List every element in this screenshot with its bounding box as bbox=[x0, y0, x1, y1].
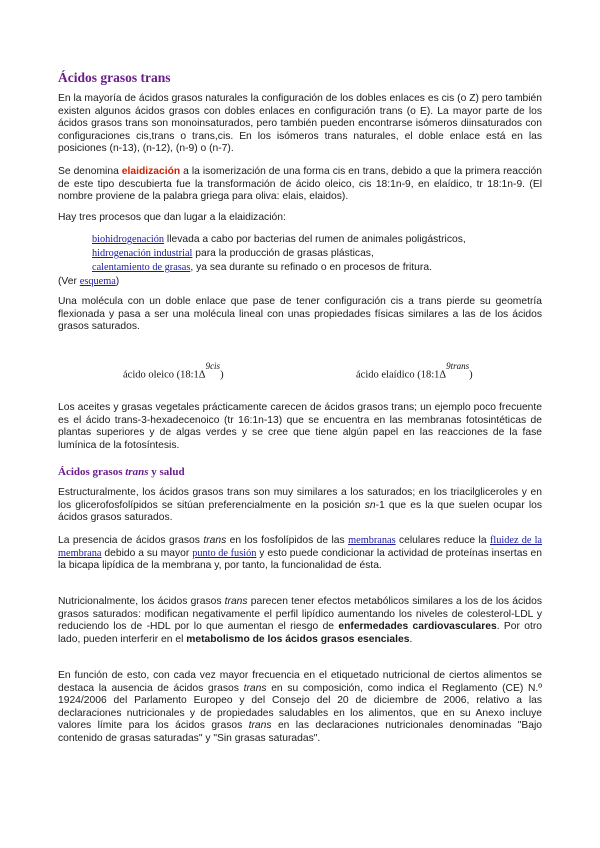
membranes-link[interactable]: membranas bbox=[348, 535, 396, 546]
membrane-fluidity-link[interactable]: fluidez de la membrana bbox=[58, 535, 542, 559]
paragraph-processes-intro: Hay tres procesos que dan lugar a la elaidización: bbox=[58, 212, 286, 223]
paragraph-nutrition: Nutricionalmente, los ácidos grasos trans parecen tener efectos metabólicos similares a los de los ácidos grasos saturados: modifican negativamente el perfil lipídico aumentando los niveles de colesterol-LDL y reduciendo los de -HDL por lo que aumentan el riesgo de enfermedades cardiovasculares. Por otro lado, pueden interferir en el metabolismo de los ácidos grasos esenciales. bbox=[58, 596, 542, 645]
paragraph-labeling: En función de esto, con cada vez mayor frecuencia en el etiquetado nutricional de ciertos alimentos se destaca la ausencia de ácidos grasos trans en su composición, como indica el Reglamento (CE) N.º 1924/2006 del Parlamento Europeo y del Consejo del 20 de diciembre de 2006, relativo a las declaraciones nutricionales y de propiedades saludables en los alimentos, que en su Anexo incluye valores límite para los ácidos grasos trans en las declaraciones nutricionales denominadas "Bajo contenido de grasas saturadas" y "Sin grasas saturadas". bbox=[58, 670, 542, 744]
see-scheme: (Ver esquema) bbox=[58, 276, 120, 287]
scheme-link[interactable]: esquema bbox=[79, 276, 116, 287]
processes-list bbox=[92, 234, 542, 276]
list-item: hidrogenación industrial para la producción de grasas plásticas, bbox=[92, 248, 374, 259]
biohydrogenation-link[interactable]: biohidrogenación bbox=[92, 234, 165, 245]
melting-point-link[interactable]: punto de fusión bbox=[192, 547, 257, 559]
elaidization-term: elaidización bbox=[121, 166, 181, 177]
paragraph-intro: En la mayoría de ácidos grasos naturales la configuración de los dobles enlaces es cis (o Z) pero también existen algunos ácidos grasos con dobles enlaces en configuración trans (o E). La mayor parte de los ácidos grasos trans son monoinsaturados, pero también pueden encontrarse isómeros diinsaturados con configuraciones cis,trans o trans,cis. En los isómeros trans naturales, el doble enlace está en las posiciones (n-13), (n-12), (n-9) o (n-7). bbox=[58, 93, 542, 155]
paragraph-geometry: Una molécula con un doble enlace que pase de tener configuración cis a trans pierde su geometría flexionada y pasa a ser una molécula lineal con unas propiedades físicas similares a las de los ácidos grasos saturados. bbox=[58, 296, 542, 333]
section-heading-health: Ácidos grasos trans y salud bbox=[58, 466, 185, 478]
list-item: calentamiento de grasas, ya sea durante su refinado o en procesos de fritura. bbox=[92, 262, 432, 273]
page-title: Ácidos grasos trans bbox=[58, 70, 171, 85]
formula-elaidic: ácido elaídico $(18:1\Delta^{9trans})$ bbox=[356, 361, 473, 381]
paragraph-elaidization: Se denomina elaidización a la isomerización de una forma cis en trans, debido a que la primera reacción de este tipo descubierta fue la transformación de ácido oleico, cis 18:1n-9, en elaídico, tr 18:1n-9. (El nombre proviene de la palabra griega para oliva: elais, elaidos). bbox=[58, 166, 543, 203]
paragraph-structure: Estructuralmente, los ácidos grasos trans son muy similares a los saturados; en los triacilgliceroles y en los glicerofosfolípidos se sitúan preferencialmente en la posición sn-1 que es la que suelen ocupar los ácidos grasos saturados. bbox=[58, 487, 542, 524]
paragraph-vegetable-oils: Los aceites y grasas vegetales prácticamente carecen de ácidos grasos trans; un ejemplo poco frecuente es el ácido trans-3-hexadecenoico (tr 16:1n-13) que se encuentra en las membranas fotosintéticas de plantas superiores y de algas verdes y se cree que tiene algún papel en las reacciones de la fase lumínica de la fotosíntesis. bbox=[58, 402, 542, 451]
fat-heating-link[interactable]: calentamiento de grasas bbox=[92, 262, 191, 273]
list-item: biohidrogenación llevada a cabo por bacterias del rumen de animales poligástricos, bbox=[92, 234, 466, 245]
industrial-hydrogenation-link[interactable]: hidrogenación industrial bbox=[92, 248, 193, 259]
formula-oleic: ácido oleico $(18:1\Delta^{9cis})$ bbox=[123, 361, 224, 381]
paragraph-membranes: La presencia de ácidos grasos trans en los fosfolípidos de las membranas celulares reduce la fluidez de la membrana debido a su mayor punto de fusión y esto puede condicionar la actividad de proteínas insertas en la bicapa lipídica de la membrana y, por tanto, la funcionalidad de ésta. bbox=[58, 535, 542, 572]
